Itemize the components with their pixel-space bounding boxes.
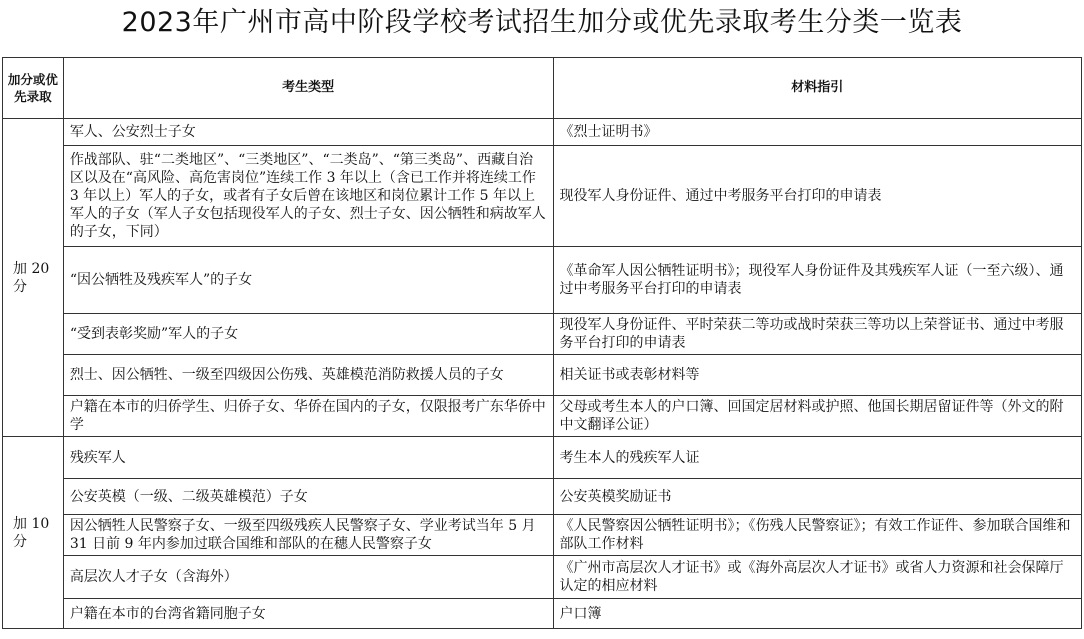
category-cell: 作战部队、驻“二类地区”、“三类地区”、“二类岛”、“第三类岛”、西藏自治区以及在“高风险、高危害岗位”连续工作 3 年以上（含已工作并将连续工作 3 年以上）军人的子女，或者有子女后曾在该地区和岗位累计工作 5 年以上军人的子女（军人子女包括现役军人的子女、烈士子女、因公牺牲和病故军人的子女，下同） <box>63 146 553 247</box>
table-row <box>3 479 1082 515</box>
category-cell: 烈士、因公牺牲、一级至四级因公伤残、英雄模范消防救援人员的子女 <box>63 355 553 396</box>
materials-cell: 《革命军人因公牺牲证明书》；现役军人身份证件及其残疾军人证（一至六级）、通过中考服务平台打印的申请表 <box>553 247 1082 314</box>
category-cell: 户籍在本市的台湾省籍同胞子女 <box>63 599 553 629</box>
category-cell: 因公牺牲人民警察子女、一级至四级残疾人民警察子女、学业考试当年 5 月 31 日前 9 年内参加过联合国维和部队的在穗人民警察子女 <box>63 515 553 556</box>
header-bonus: 加分或优先录取 <box>3 58 64 119</box>
category-cell: 公安英模（一级、二级英雄模范）子女 <box>63 479 553 515</box>
materials-cell: 相关证书或表彰材料等 <box>553 355 1082 396</box>
materials-cell: 父母或考生本人的户口簿、回国定居材料或护照、他国长期居留证件等（外文的附中文翻译公证） <box>553 396 1082 437</box>
table-row <box>3 119 1082 146</box>
classification-table <box>2 57 1082 629</box>
header-materials: 材料指引 <box>553 58 1082 119</box>
category-cell: 军人、公安烈士子女 <box>63 119 553 146</box>
materials-cell: 考生本人的残疾军人证 <box>553 437 1082 479</box>
table-row <box>3 247 1082 314</box>
materials-cell: 《烈士证明书》 <box>553 119 1082 146</box>
table-header-row <box>3 58 1082 119</box>
table-row <box>3 355 1082 396</box>
materials-cell: 现役军人身份证件、通过中考服务平台打印的申请表 <box>553 146 1082 247</box>
header-category: 考生类型 <box>63 58 553 119</box>
materials-cell: 公安英模奖励证书 <box>553 479 1082 515</box>
table-row <box>3 314 1082 355</box>
table-row <box>3 556 1082 599</box>
category-cell: 残疾军人 <box>63 437 553 479</box>
materials-cell: 《人民警察因公牺牲证明书》；《伤残人民警察证》；有效工作证件、参加联合国维和部队工作材料 <box>553 515 1082 556</box>
bonus-cell-10: 加 10 分 <box>3 437 64 629</box>
bonus-cell-20: 加 20 分 <box>3 119 64 437</box>
document-title: 2023年广州市高中阶段学校考试招生加分或优先录取考生分类一览表 <box>121 7 963 38</box>
category-cell: “因公牺牲及残疾军人”的子女 <box>63 247 553 314</box>
table-row <box>3 146 1082 247</box>
category-cell: “受到表彰奖励”军人的子女 <box>63 314 553 355</box>
table-row <box>3 437 1082 479</box>
materials-cell: 《广州市高层次人才证书》或《海外高层次人才证书》或省人力资源和社会保障厅认定的相应材料 <box>553 556 1082 599</box>
materials-cell: 户口簿 <box>553 599 1082 629</box>
materials-cell: 现役军人身份证件、平时荣获二等功或战时荣获三等功以上荣誉证书、通过中考服务平台打印的申请表 <box>553 314 1082 355</box>
table-row <box>3 599 1082 629</box>
table-row <box>3 396 1082 437</box>
category-cell: 户籍在本市的归侨学生、归侨子女、华侨在国内的子女，仅限报考广东华侨中学 <box>63 396 553 437</box>
category-cell: 高层次人才子女（含海外） <box>63 556 553 599</box>
table-row <box>3 515 1082 556</box>
